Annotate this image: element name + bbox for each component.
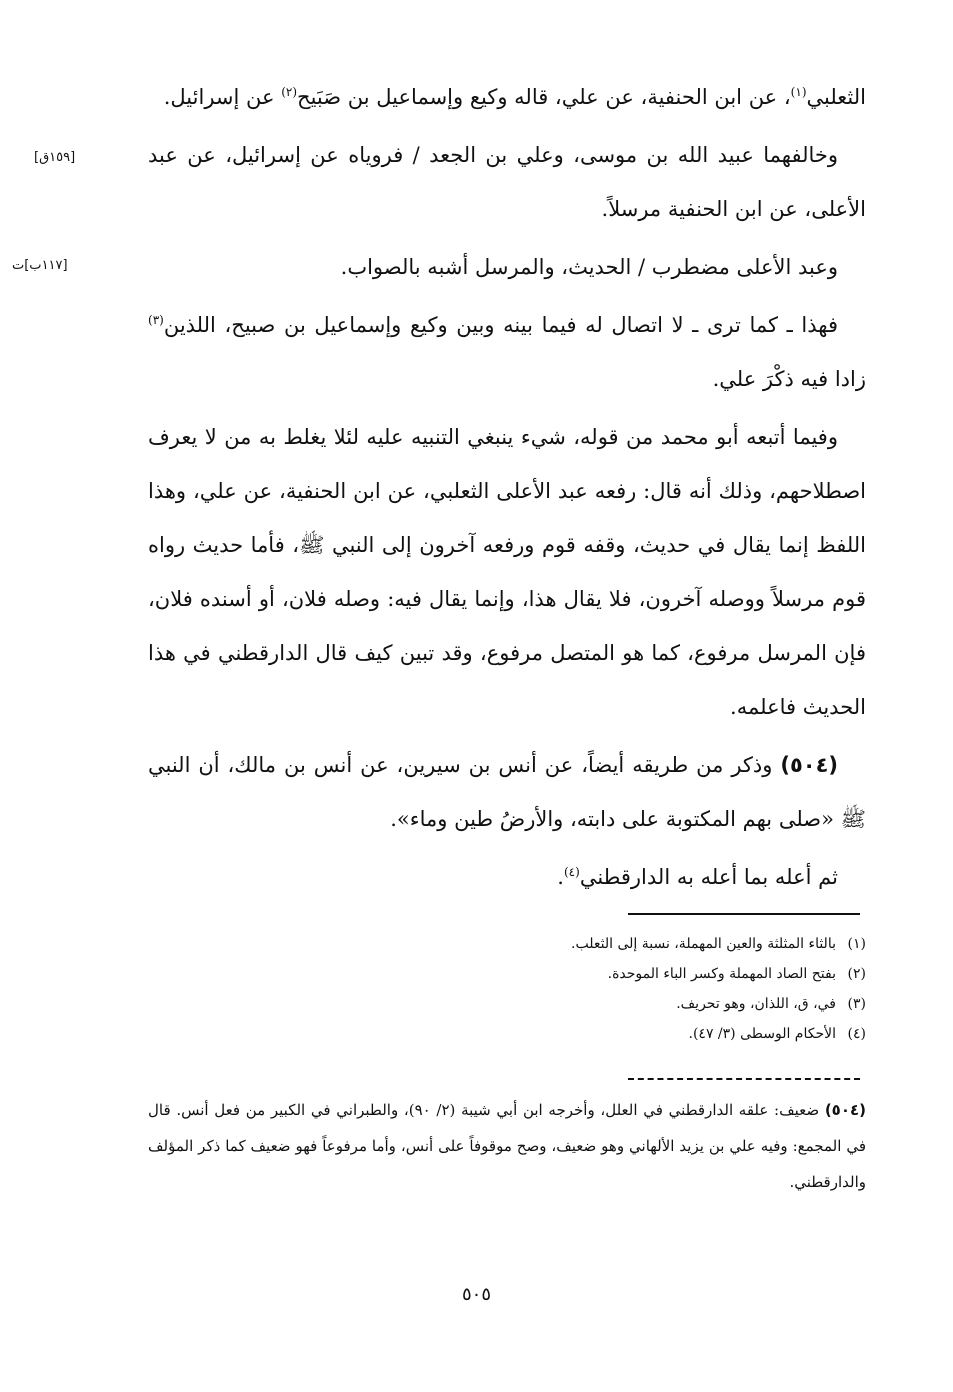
- takhrij-commentary: [148, 1092, 866, 1200]
- footnote-text: بفتح الصاد المهملة وكسر الباء الموحدة.: [607, 966, 836, 982]
- footnote-1: [460, 929, 866, 959]
- footnote-text: الأحكام الوسطى (٣/ ٤٧).: [688, 1026, 836, 1042]
- main-text: [148, 70, 866, 904]
- footnote-text: في، ق، اللذان، وهو تحريف.: [676, 996, 836, 1012]
- p1-text-b: ، عن ابن الحنفية، عن علي، قاله وكيع وإسماعيل بن صَبَيح: [297, 85, 791, 109]
- p2-text: وخالفهما عبيد الله بن موسى، وعلي بن الجعد / فروياه عن إسرائيل، عن عبد الأعلى، عن ابن الحنفية مرسلاً.: [148, 143, 866, 221]
- manuscript-ref-q: [١٥٩ق]: [34, 150, 76, 165]
- p3-text: وعبد الأعلى مضطرب / الحديث، والمرسل أشبه بالصواب.: [340, 255, 838, 279]
- commentary-divider: [628, 1078, 860, 1080]
- footnote-number: (٤): [847, 1026, 866, 1042]
- footnote-text: بالثاء المثلثة والعين المهملة، نسبة إلى الثعلب.: [571, 936, 836, 952]
- footnote-number: (٢): [847, 966, 866, 982]
- footnotes: [460, 929, 866, 1049]
- p4-text-a: فهذا ـ كما ترى ـ لا اتصال له فيما بينه وبين وكيع وإسماعيل بن صبيح، اللذين: [163, 313, 838, 337]
- hadith-504-text: وذكر من طريقه أيضاً، عن أنس بن سيرين، عن أنس بن مالك، أن النبي ﷺ «صلى بهم المكتوبة على دابته، والأرضُ طين وماء».: [148, 753, 866, 831]
- paragraph-4: [148, 298, 866, 406]
- footnote-number: (٣): [847, 996, 866, 1012]
- footnote-3: [460, 989, 866, 1019]
- paragraph-7: [148, 850, 866, 904]
- footnote-ref-2: (٢): [281, 85, 298, 99]
- p1-text-c: عن إسرائيل.: [163, 85, 282, 109]
- paragraph-5: [148, 410, 866, 734]
- footnote-2: [460, 959, 866, 989]
- commentary-number: (٥٠٤): [824, 1101, 866, 1119]
- footnote-ref-1: (١): [790, 85, 807, 99]
- p5-text: وفيما أتبعه أبو محمد من قوله، شيء ينبغي التنبيه عليه لئلا يغلط به من لا يعرف اصطلاحهم، وذلك أنه قال: رفعه عبد الأعلى الثعلبي، عن ابن الحنفية، عن علي، وهذا اللفظ إنما يقال في حديث، وقفه قوم ورفعه آخرون إلى النبي ﷺ، فأما حديث رواه قوم مرسلاً ووصله آخرون، فلا يقال هذا، وإنما يقال فيه: وصله فلان، أو أسنده فلان، فإن المرسل مرفوع، كما هو المتصل مرفوع، وقد تبين كيف قال الدارقطني في هذا الحديث فاعلمه.: [148, 425, 866, 719]
- paragraph-1: [148, 70, 866, 124]
- paragraph-2: [148, 128, 866, 236]
- footnote-4: [460, 1019, 866, 1049]
- page-number: ٥٠٥: [461, 1284, 491, 1305]
- footnote-number: (١): [847, 936, 866, 952]
- p1-text-a: الثعلبي: [806, 85, 866, 109]
- p7-text-a: ثم أعله بما أعله به الدارقطني: [579, 865, 838, 889]
- manuscript-ref-t: [١١٧ب]ت: [12, 258, 68, 273]
- hadith-number: (٥٠٤): [780, 753, 838, 777]
- footnote-divider: [628, 913, 860, 915]
- footnote-ref-4: (٤): [563, 865, 580, 879]
- commentary-text: ضعيف: علقه الدارقطني في العلل، وأخرجه ابن أبي شيبة (٢/ ٩٠)، والطبراني في الكبير من فعل أنس. قال في المجمع: وفيه علي بن يزيد الألهاني وهو ضعيف، وصح موقوفاً على أنس، وأما مرفوعاً فهو ضعيف كما ذكر المؤلف والدارقطني.: [148, 1101, 866, 1191]
- footnote-ref-3: (٣): [148, 313, 164, 327]
- p7-text-b: .: [557, 865, 564, 889]
- paragraph-3: [148, 240, 866, 294]
- hadith-504: [148, 738, 866, 846]
- p4-text-b: زادا فيه ذكْرَ علي.: [712, 367, 866, 391]
